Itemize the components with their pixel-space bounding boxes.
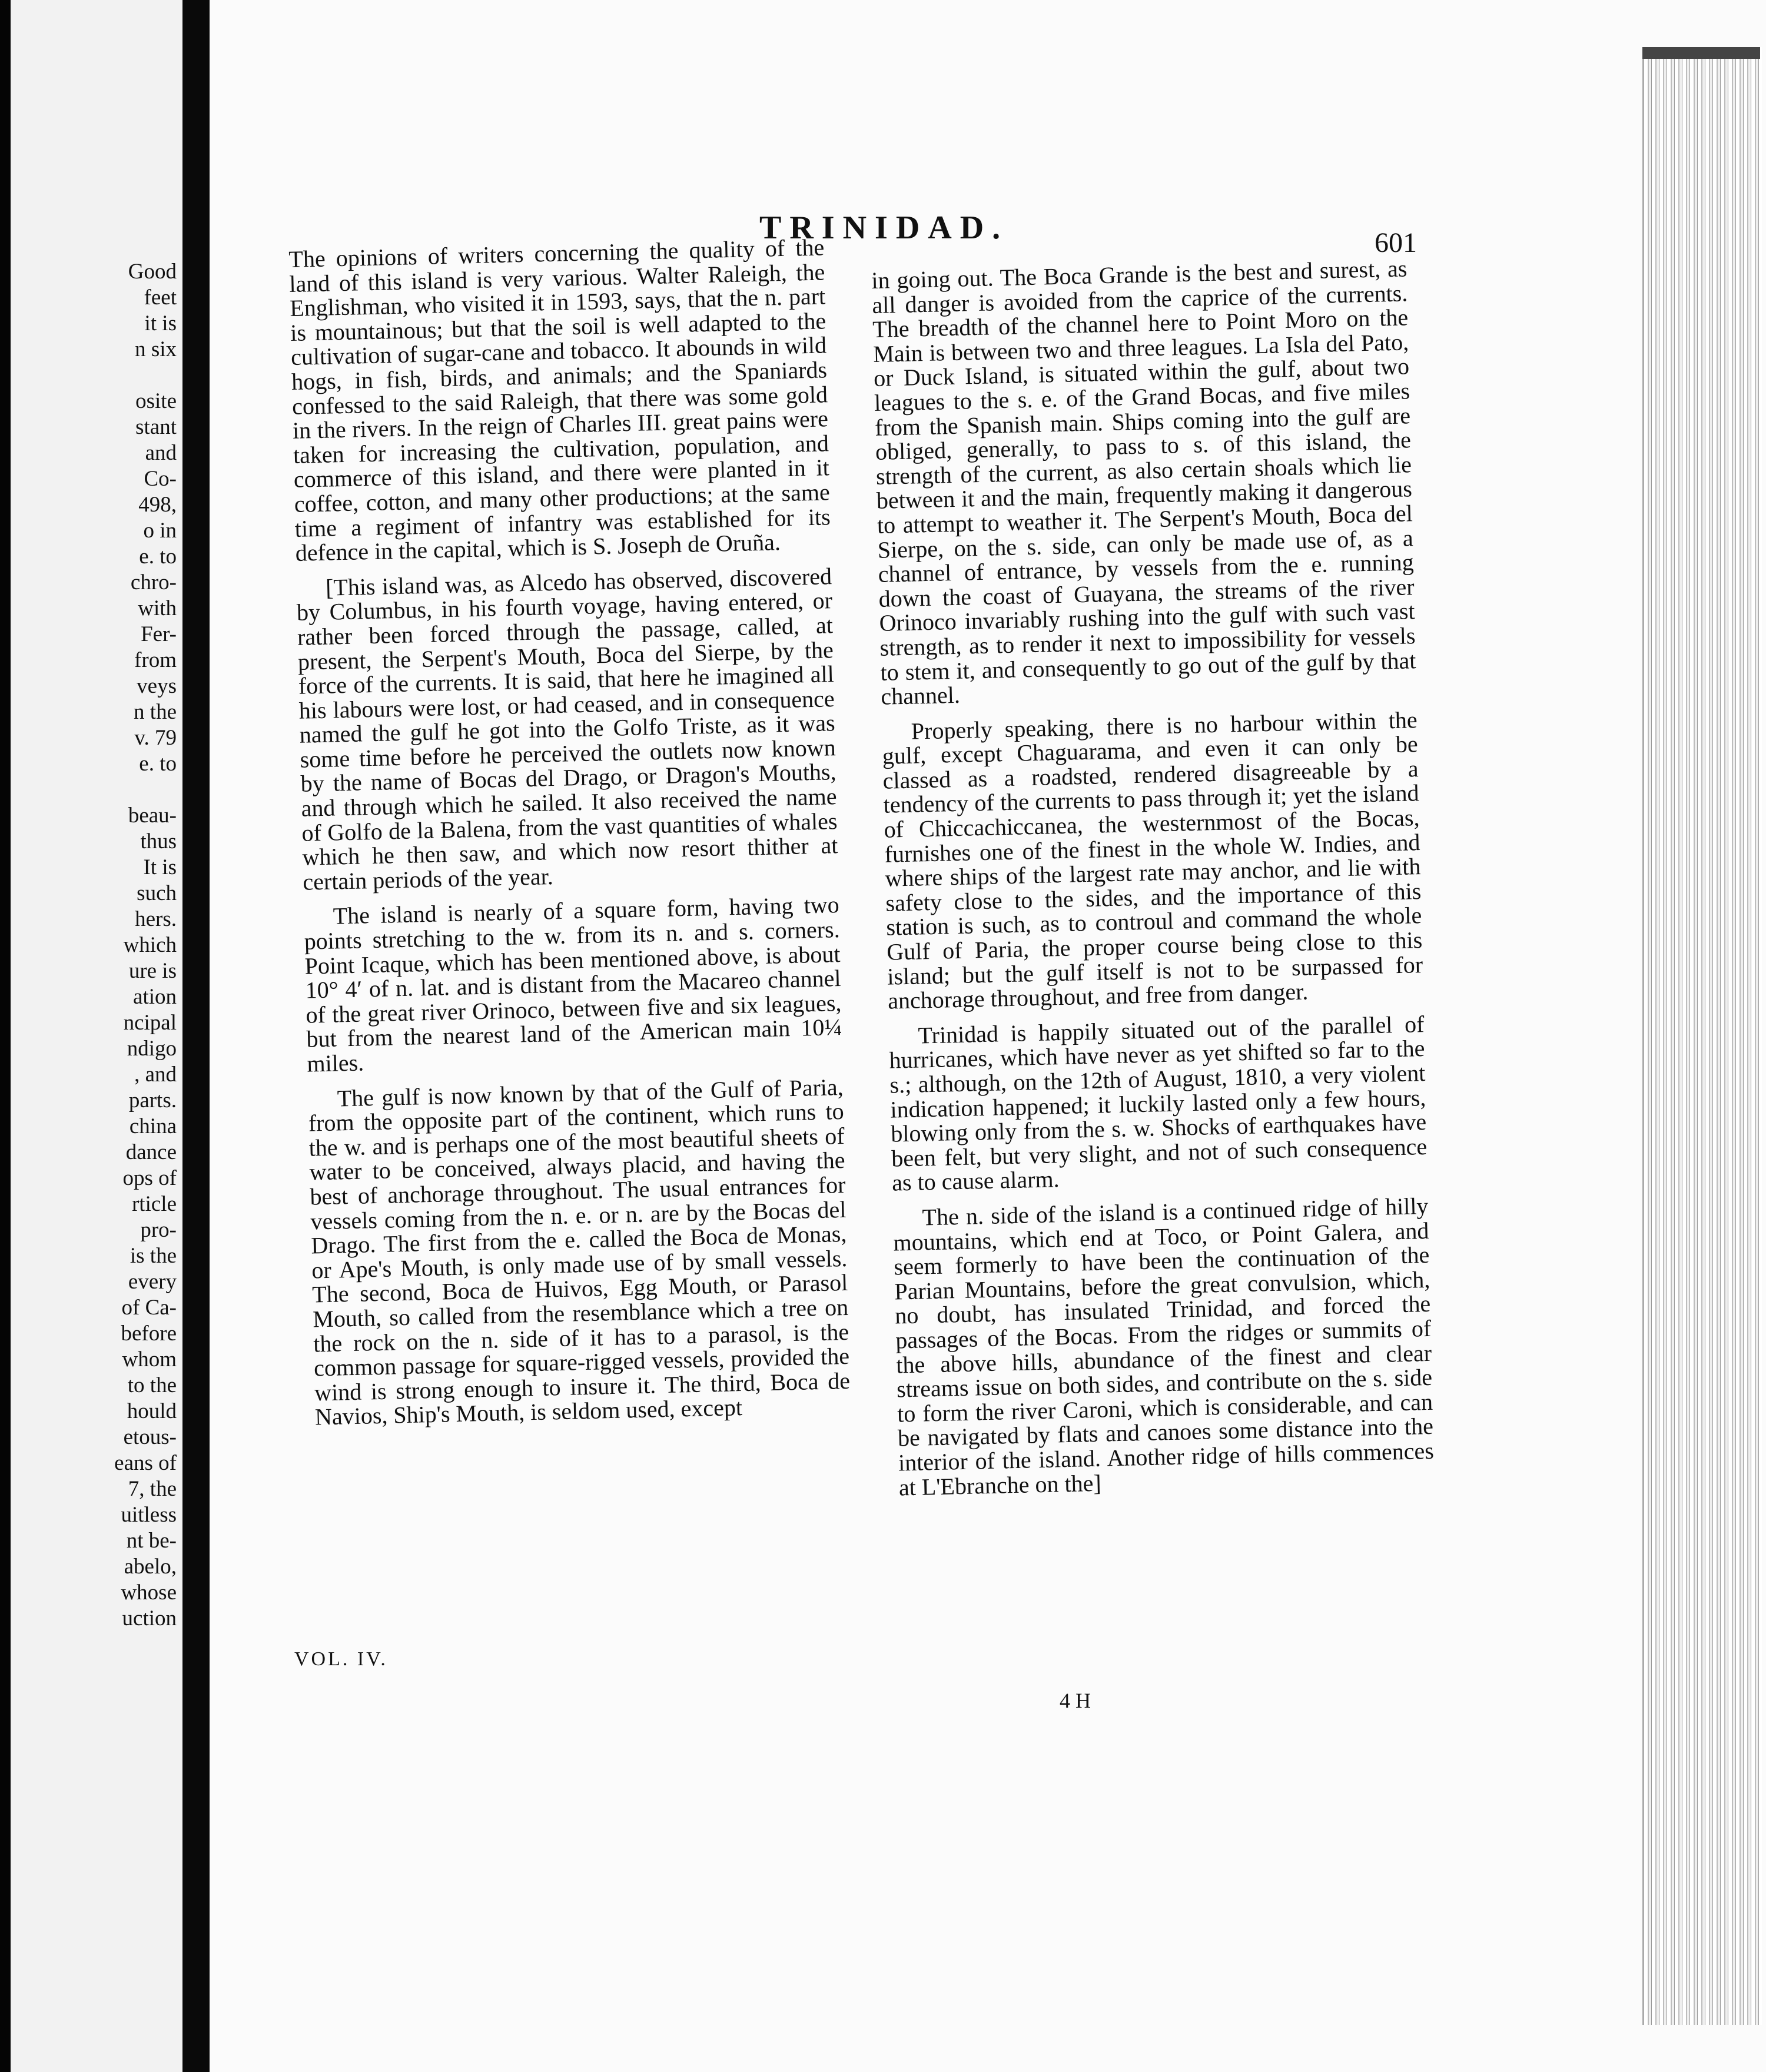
facing-page-line: and <box>145 441 177 465</box>
page-edge-shadow <box>1642 47 1760 59</box>
facing-page-line: ncipal <box>123 1011 177 1035</box>
paragraph: Trinidad is happily situated out of the parallel of hurricanes, which have never as yet shifted so far to the s.; although, on the 12th of August, 1810, a very violent indication happened; it luckily lasted only a few hours, blowing only from the s. w. Shocks of earthquakes have been felt, but very slight, and not of such consequence as to cause alarm. <box>889 1010 1428 1196</box>
facing-page-line: e. to <box>139 544 177 569</box>
facing-page-line: nt be- <box>126 1529 177 1553</box>
facing-page-line: n the <box>134 700 177 724</box>
facing-page-line: uction <box>122 1606 177 1631</box>
paragraph: in going out. The Boca Grande is the best and surest, as all danger is avoided from the caprice of the currents. The breadth of the channel here to Point Moro on the Main is between two and three leagues. La Isla del Pato, or Duck Island, is situated within the gulf, about two leagues to the s. e. of the Grand Bocas, and five miles from the Spanish main. Ships coming into the gulf are obliged, generally, to pass to s. of this island, the strength of the current, as also certain shoals which lie between it and the main, frequently making it dangerous to attempt to weather it. The Serpent's Mouth, Boca del Sierpe, on the s. side, can only be made use of, as a channel of entrance, by vessels from the e. running down the coast of Guayana, the streams of the river Orinoco invariably rushing into the gulf with such vast strength, as to render it next to impossibility for vessels to stem it, and consequently to go out of the gulf by that channel. <box>871 255 1416 710</box>
paragraph: [This island was, as Alcedo has observed, discovered by Columbus, in his fourth voyage, having entered, or rather been forced through the passage, called, at present, the Serpent's Mouth, Boca del Sierpe, by the force of the currents. It is said, that here he imagined all his labours were lost, or had ceased, and in consequence named the gulf he got into the Golfo Triste, as it was some time before he perceived the outlets now known by the name of Bocas del Drago, or Dragon's Mouths, and through which he sailed. It also received the name of Golfo de la Balena, from the vast quantities of whales which he then saw, and which now resort thither at certain periods of the year. <box>296 562 838 895</box>
facing-page-line: 498, <box>138 493 177 517</box>
facing-page-line: o in <box>143 519 177 543</box>
page-edges <box>1642 47 1762 2025</box>
facing-page-line: thus <box>140 829 177 854</box>
facing-page-line: e. to <box>139 752 177 776</box>
facing-page-line: ure is <box>128 959 177 983</box>
facing-page-line: china <box>129 1114 177 1138</box>
facing-page-line: chro- <box>130 570 177 595</box>
page-number: 601 <box>1375 227 1417 258</box>
facing-page-line: hers. <box>135 907 177 931</box>
facing-page-line: osite <box>135 389 177 413</box>
facing-page-line: beau- <box>128 803 177 828</box>
facing-page-line: parts. <box>128 1088 177 1113</box>
left-column <box>288 235 851 1429</box>
right-column <box>871 256 1435 1499</box>
facing-page-line: hould <box>127 1399 177 1423</box>
facing-page-line: of Ca- <box>121 1296 177 1320</box>
facing-page-line: 7, the <box>128 1477 177 1501</box>
facing-page-line: it is <box>144 311 177 336</box>
facing-page-line: ation <box>133 985 177 1009</box>
facing-page-line: uitless <box>121 1503 177 1527</box>
paragraph: The island is nearly of a square form, having two points stretching to the w. from its n. and s. corners. Point Icaque, which has been mentioned above, is about 10° 4′ of n. lat. and is distant from the Macareo channel of the great river Orinoco, between five and six leagues, but from the nearest land of the American main 10¼ miles. <box>304 891 842 1077</box>
facing-page-line: eans of <box>114 1451 177 1475</box>
facing-page-line: dance <box>125 1140 177 1164</box>
facing-page-line: feet <box>144 285 177 310</box>
signature-mark: 4 H <box>1060 1689 1091 1712</box>
facing-page-line: v. 79 <box>134 726 177 750</box>
facing-page-line: veys <box>137 674 177 698</box>
facing-page-line: which <box>123 933 177 957</box>
facing-page-line: Good <box>128 260 177 284</box>
paragraph: Properly speaking, there is no harbour within the gulf, except Chaguarama, and even it can only be classed as a roadsted, rendered disagreeable by a tendency of the currents to pass through it; yet the island of Chiccachiccanea, the westernmost of the Bocas, furnishes one of the finest in the whole W. Indies, and where ships of the largest rate may anchor, and lie with safety close to the sides, and the importance of this station is such, as to controul and command the whole Gulf of Paria, the proper course being close to this island; but the gulf itself is not to be surpassed for anchorage throughout, and free from danger. <box>882 706 1423 1014</box>
scan-dark-edge <box>0 0 11 2072</box>
facing-page-line: Co- <box>144 467 177 491</box>
facing-page-line: , and <box>134 1062 177 1087</box>
facing-page-line: pro- <box>140 1218 177 1242</box>
facing-page-line: ndigo <box>127 1037 177 1061</box>
facing-page-line: such <box>137 881 177 905</box>
facing-page-line: Fer- <box>141 622 177 646</box>
paragraph: The opinions of writers concerning the quality of the land of this island is very various. Walter Raleigh, the Englishman, who visited it in 1593, says, that the n. part is mountainous; but that the soil is well adapted to the cultivation of sugar-cane and tobacco. It abounds in wild hogs, in fish, birds, and animals; and the Spaniards confessed to the said Raleigh, that there was some gold in the rivers. In the reign of Charles III. great pains were taken for increasing the cultivation, population, and commerce of this island, and there were planted in it coffee, cotton, and many other productions; at the same time a regiment of infantry was established for its defence in the capital, which is S. Joseph de Oruña. <box>288 234 831 566</box>
facing-page-line: whose <box>121 1580 177 1605</box>
paragraph: The gulf is now known by that of the Gulf of Paria, from the opposite part of the continent, which runs to the w. and is perhaps one of the most beautiful sheets of water to be conceived, always placid, and having the best of anchorage throughout. The usual entrances for vessels coming from the n. e. or n. are by the Bocas del Drago. The first from the e. called the Boca de Monas, or Ape's Mouth, is only made use of by small vessels. The second, Boca de Huivos, Egg Mouth, or Parasol Mouth, so called from the resemblance which a tree on the rock on the n. side of it has to a parasol, is the common passage for square-rigged vessels, provided the wind is strong enough to insure it. The third, Boca de Navios, Ship's Mouth, is seldom used, except <box>308 1073 851 1430</box>
running-head: TRINIDAD. <box>759 210 1009 246</box>
facing-page-line: to the <box>127 1373 177 1397</box>
facing-page-line: n six <box>135 337 177 361</box>
volume-footer: VOL. IV. <box>294 1648 388 1670</box>
facing-page-line <box>11 363 177 388</box>
facing-page <box>11 0 182 2072</box>
facing-page-line: stant <box>135 415 177 439</box>
facing-page-line: rticle <box>131 1192 177 1216</box>
facing-page-line: with <box>138 596 177 620</box>
facing-page-line: It is <box>143 855 177 879</box>
facing-page-line: ops of <box>122 1166 177 1190</box>
facing-page-line: etous- <box>123 1425 177 1449</box>
facing-page-line: abelo, <box>124 1555 177 1579</box>
facing-page-line: from <box>134 648 177 672</box>
facing-page-line: whom <box>122 1347 177 1372</box>
facing-page-line <box>11 777 177 803</box>
paragraph: The n. side of the island is a continued ridge of hilly mountains, which end at Toco, or Point Galera, and seem formerly to have been the continuation of the Parian Mountains, before the great convulsion, which, no doubt, has insulated Trinidad, and forced the passages of the Bocas. From the ridges or summits of the above hills, abundance of the finest and clear streams issue on both sides, and contribute on the s. side to form the river Caroni, which is considerable, and can be navigated by flats and canoes some distance into the interior of the island. Another ridge of hills commences at L'Ebranche on the] <box>893 1192 1435 1500</box>
facing-page-line: is the <box>130 1244 177 1268</box>
facing-page-text <box>11 259 177 1632</box>
facing-page-line: every <box>128 1270 177 1294</box>
facing-page-line: before <box>121 1321 177 1346</box>
book-gutter <box>182 0 210 2072</box>
